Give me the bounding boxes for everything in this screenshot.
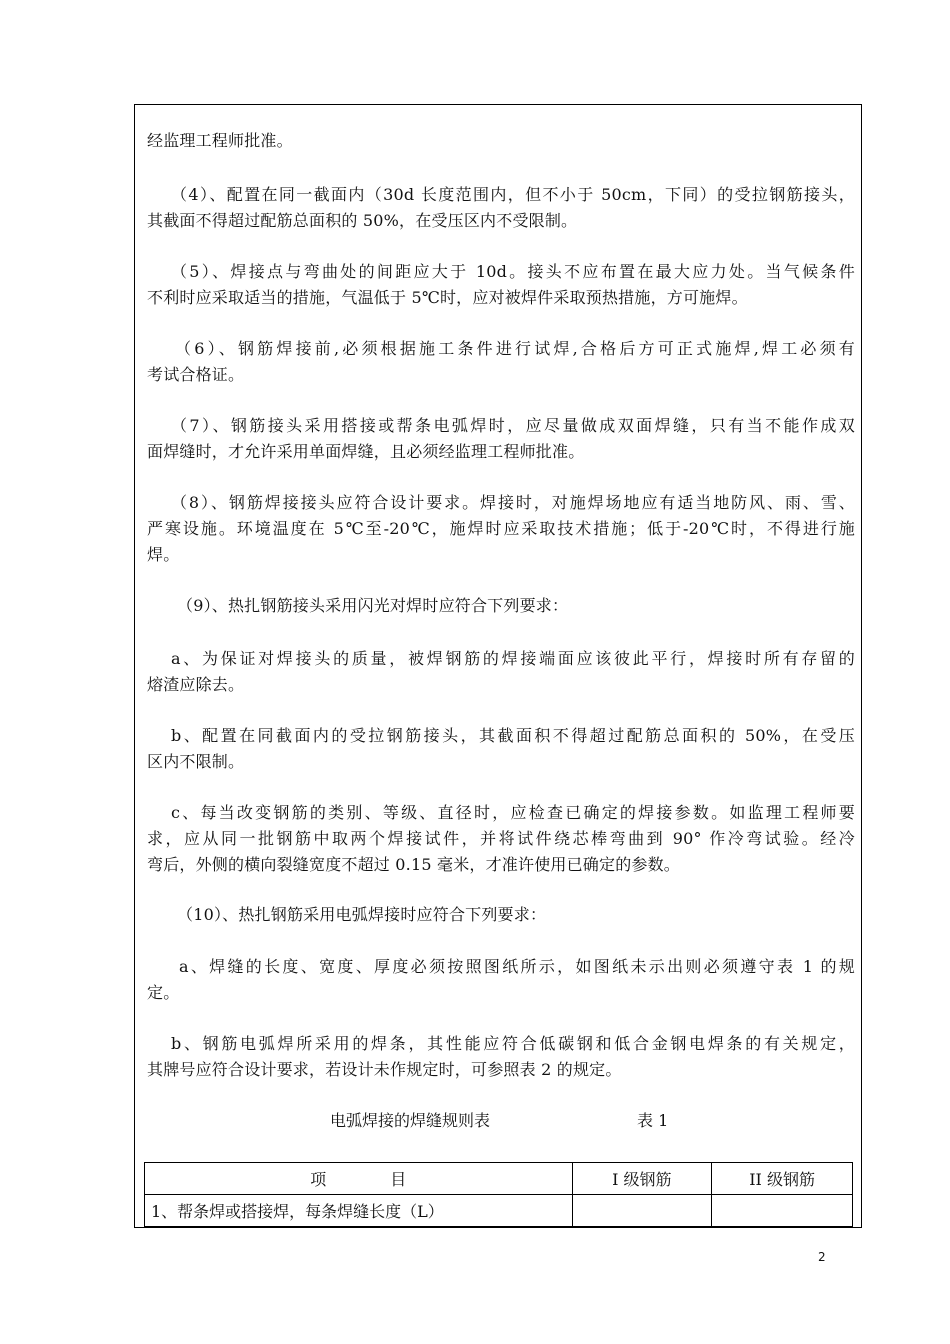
paragraph-line: 其牌号应符合设计要求，若设计未作规定时，可参照表 2 的规定。 <box>147 1060 622 1079</box>
paragraph-line: a、为保证对焊接头的质量，被焊钢筋的焊接端面应该彼此平行，焊接时所有存留的 <box>171 649 855 668</box>
header-grade-2: II 级钢筋 <box>712 1163 853 1195</box>
paragraph-line: a、焊缝的长度、宽度、厚度必须按照图纸所示，如图纸未示出则必须遵守表 1 的规 <box>179 957 855 976</box>
paragraph-line: （8）、钢筋焊接接头应符合设计要求。焊接时，对施焊场地应有适当地防风、雨、雪、 <box>171 493 855 512</box>
paragraph-line: 经监理工程师批准。 <box>147 131 293 150</box>
table-header-row <box>145 1163 853 1195</box>
paragraph-line: 不利时应采取适当的措施，气温低于 5℃时，应对被焊件采取预热措施，方可施焊。 <box>147 288 748 307</box>
paragraph-line: 考试合格证。 <box>147 365 245 384</box>
paragraph-line: b、钢筋电弧焊所采用的焊条，其性能应符合低碳钢和低合金钢电焊条的有关规定， <box>171 1034 855 1053</box>
paragraph-line: 严寒设施。环境温度在 5℃至-20℃，施焊时应采取技术措施；低于-20℃时，不得进行施 <box>147 519 855 538</box>
paragraph-line: （10）、热扎钢筋采用电弧焊接时应符合下列要求： <box>177 905 547 924</box>
weld-spec-table <box>144 1162 853 1227</box>
paragraph-line: 弯后，外侧的横向裂缝宽度不超过 0.15 毫米，才准许使用已确定的参数。 <box>147 855 680 874</box>
paragraph-line: 其截面不得超过配筋总面积的 50%，在受压区内不受限制。 <box>147 211 578 230</box>
paragraph-line: （6）、钢筋焊接前,必须根据施工条件进行试焊,合格后方可正式施焊,焊工必须有 <box>175 339 855 358</box>
paragraph-line: （4）、配置在同一截面内（30d 长度范围内，但不小于 50cm，下同）的受拉钢筋接头， <box>171 185 855 204</box>
paragraph-line: b、配置在同截面内的受拉钢筋接头，其截面积不得超过配筋总面积的 50%，在受压 <box>171 726 855 745</box>
table-caption-label: 表 1 <box>637 1111 669 1130</box>
paragraph-line: 面焊缝时，才允许采用单面焊缝，且必须经监理工程师批准。 <box>147 442 585 461</box>
row-item: 1、帮条焊或搭接焊，每条焊缝长度（L） <box>145 1195 573 1227</box>
header-item: 项 目 <box>145 1163 573 1195</box>
paragraph-line: c、每当改变钢筋的类别、等级、直径时，应检查已确定的焊接参数。如监理工程师要 <box>171 803 855 822</box>
header-grade-1: I 级钢筋 <box>572 1163 712 1195</box>
paragraph-line: 熔渣应除去。 <box>147 675 245 694</box>
paragraph-line: （5）、焊接点与弯曲处的间距应大于 10d。接头不应布置在最大应力处。当气候条件 <box>171 262 855 281</box>
paragraph-line: 定。 <box>147 983 180 1002</box>
paragraph-line: 焊。 <box>147 545 180 564</box>
paragraph-line: （9）、热扎钢筋接头采用闪光对焊时应符合下列要求： <box>177 596 569 615</box>
paragraph-line: 求，应从同一批钢筋中取两个焊接试件，并将试件绕芯棒弯曲到 90° 作冷弯试验。经冷 <box>147 829 855 848</box>
page-number: 2 <box>818 1250 826 1264</box>
paragraph-line: 区内不限制。 <box>147 752 245 771</box>
paragraph-line: （7）、钢筋接头采用搭接或帮条电弧焊时，应尽量做成双面焊缝，只有当不能作成双 <box>171 416 855 435</box>
table-caption-title: 电弧焊接的焊缝规则表 <box>330 1111 491 1130</box>
row-grade-1 <box>572 1195 712 1227</box>
table-row <box>145 1195 853 1227</box>
row-grade-2 <box>712 1195 853 1227</box>
